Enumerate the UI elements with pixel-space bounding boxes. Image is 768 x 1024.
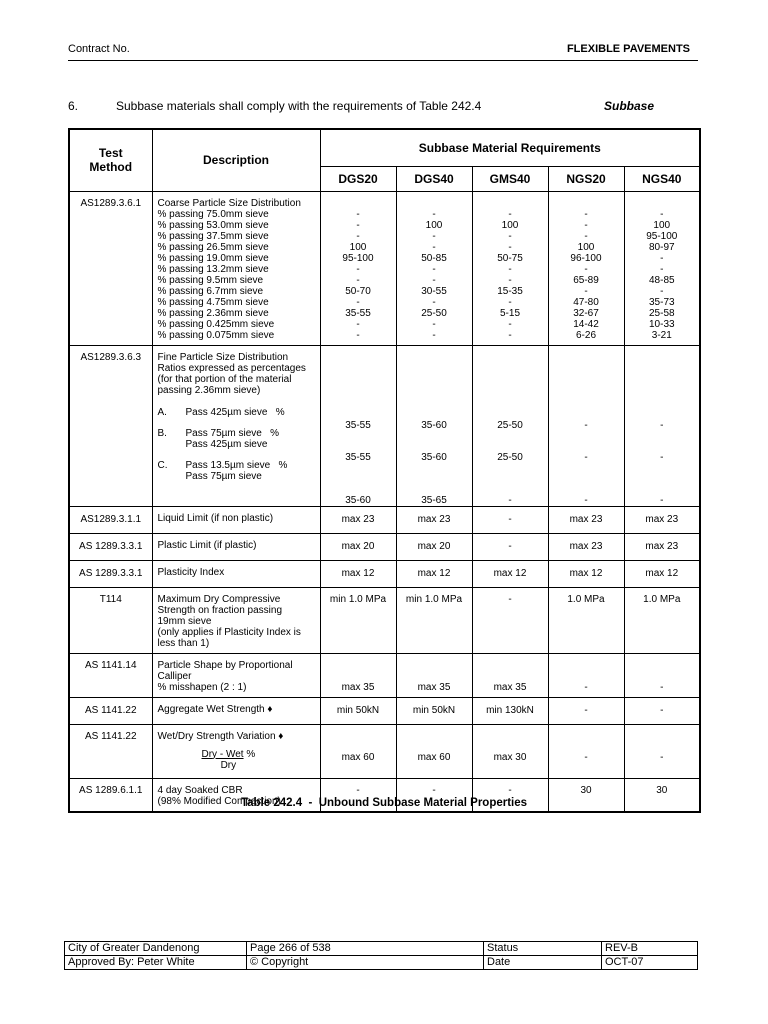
- grading-value: 95-100: [646, 230, 678, 242]
- ratio-value: -: [660, 494, 664, 506]
- table-row-plastic-limit: AS 1289.3.3.1 Plastic Limit (if plastic) max 20 max 20 - max 23 max 23: [69, 533, 700, 560]
- ratio-value: 35-65: [421, 494, 447, 506]
- grading-value: -: [356, 318, 360, 330]
- grading-value: -: [356, 208, 360, 220]
- grading-value: 47-80: [573, 296, 599, 308]
- fine-intro-3: (for that portion of the material: [157, 373, 292, 385]
- grading-value: 14-42: [573, 318, 599, 330]
- sieve-label: % passing 37.5mm sieve: [157, 230, 269, 242]
- table-row-strength-variation: AS 1141.22 Wet/Dry Strength Variation ♦ Dry - Wet % Dry max 60 max 60 max 30 - -: [69, 724, 700, 778]
- col-group-requirements: Subbase Material Requirements: [320, 129, 700, 166]
- grading-value: 95-100: [342, 252, 374, 264]
- paragraph-number: 6.: [68, 99, 79, 113]
- grading-value: -: [660, 252, 664, 264]
- footer-approved-by: Approved By: Peter White: [65, 956, 247, 970]
- table-row-coarse: [69, 191, 700, 345]
- sieve-label: % passing 26.5mm sieve: [157, 241, 269, 253]
- coarse-description: [152, 191, 320, 345]
- grading-value: -: [584, 219, 588, 231]
- coarse-title: Coarse Particle Size Distribution: [157, 197, 301, 209]
- table-row-particle-shape: AS 1141.14 Particle Shape by Proportional Calliper % misshapen (2 : 1) max 35 max 35 max 35 - -: [69, 653, 700, 697]
- grading-value: -: [432, 208, 436, 220]
- table-row-compressive-strength: T114 Maximum Dry Compressive Strength on fraction passing 19mm sieve (only applies if Plasticity Index is less than 1) min 1.0 MPa min 1.0 MPa - 1.0 MPa 1.0 MPa: [69, 587, 700, 653]
- table-row-plasticity-index: AS 1289.3.3.1 Plasticity Index max 12 max 12 max 12 max 12 max 12: [69, 560, 700, 587]
- document-footer: [64, 941, 698, 970]
- section-title: FLEXIBLE PAVEMENTS: [566, 43, 690, 55]
- grading-value: -: [432, 274, 436, 286]
- ratio-value: 25-50: [497, 451, 523, 463]
- grading-value: 32-67: [573, 307, 599, 319]
- grading-value: -: [356, 230, 360, 242]
- coarse-values-dgs20: [320, 191, 396, 345]
- sieve-label: % passing 6.7mm sieve: [157, 285, 264, 297]
- grading-value: 80-97: [648, 241, 675, 253]
- grading-value: -: [508, 241, 512, 253]
- grading-value: 30-55: [421, 285, 447, 297]
- col-gms40: GMS40: [472, 166, 548, 191]
- sieve-label: % passing 9.5mm sieve: [157, 274, 264, 286]
- fine-intro-2: Ratios expressed as percentages: [157, 362, 306, 374]
- test-method: AS1289.3.6.1: [69, 191, 152, 345]
- grading-value: -: [584, 285, 588, 297]
- table-row-liquid-limit: AS1289.3.1.1 Liquid Limit (if non plastic) max 23 max 23 - max 23 max 23: [69, 506, 700, 533]
- col-description: Description: [152, 129, 320, 191]
- table-row-fine: [69, 345, 700, 506]
- ratio-value: -: [660, 451, 664, 463]
- grading-value: -: [660, 285, 664, 297]
- grading-value: -: [508, 318, 512, 330]
- ratio-value: 35-60: [345, 494, 371, 506]
- grading-value: -: [356, 274, 360, 286]
- grading-value: 50-85: [421, 252, 447, 264]
- grading-value: 100: [349, 241, 367, 253]
- coarse-values-gms40: [472, 191, 548, 345]
- col-dgs20: DGS20: [320, 166, 396, 191]
- fine-values-ngs40: [624, 345, 700, 506]
- sieve-label: % passing 75.0mm sieve: [157, 208, 269, 220]
- fine-item-a: A. Pass 425µm sieve %: [157, 406, 285, 418]
- fine-intro-1: Fine Particle Size Distribution: [157, 351, 289, 363]
- grading-value: -: [584, 230, 588, 242]
- grading-value: 3-21: [651, 329, 672, 341]
- table-row-wet-strength: AS 1141.22 Aggregate Wet Strength ♦ min 50kN min 50kN min 130kN - -: [69, 697, 700, 724]
- footer-status-value: REV-B: [602, 942, 698, 956]
- ratio-value: 35-55: [345, 451, 371, 463]
- sieve-list: [158, 209, 316, 341]
- grading-value: -: [508, 230, 512, 242]
- sieve-label: % passing 13.2mm sieve: [157, 263, 269, 275]
- table-caption: Table 242.4 - Unbound Subbase Material Properties: [240, 797, 528, 809]
- col-test-method: Test Method: [69, 129, 152, 191]
- grading-value: -: [356, 296, 360, 308]
- coarse-values-ngs20: [548, 191, 624, 345]
- header-rule: [68, 60, 698, 61]
- grading-value: 50-70: [345, 285, 371, 297]
- table-row-cbr: AS 1289.6.1.1 4 day Soaked CBR (98% Modified Compaction) - - - 30 30: [69, 778, 700, 812]
- footer-page: Page 266 of 538: [247, 942, 484, 956]
- grading-value: -: [432, 296, 436, 308]
- grading-value: -: [584, 208, 588, 220]
- ratio-value: -: [584, 451, 588, 463]
- grading-value: 10-33: [648, 318, 675, 330]
- ratio-value: 35-60: [421, 419, 447, 431]
- fine-values-gms40: [472, 345, 548, 506]
- grading-value: -: [508, 296, 512, 308]
- grading-value: 5-15: [499, 307, 520, 319]
- sieve-label: % passing 2.36mm sieve: [157, 307, 269, 319]
- fine-values-dgs40: [396, 345, 472, 506]
- grading-value: -: [508, 274, 512, 286]
- grading-value: 50-75: [497, 252, 523, 264]
- grading-value: -: [356, 329, 360, 341]
- grading-value: -: [660, 208, 664, 220]
- grading-value: -: [508, 329, 512, 341]
- footer-date-label: Date: [484, 956, 602, 970]
- test-method: AS1289.3.6.3: [69, 345, 152, 506]
- grading-value: 48-85: [648, 274, 675, 286]
- ratio-value: -: [584, 419, 588, 431]
- ratio-value: -: [660, 419, 664, 431]
- grading-value: 25-58: [648, 307, 675, 319]
- footer-organisation: City of Greater Dandenong: [65, 942, 247, 956]
- grading-value: 100: [577, 241, 595, 253]
- grading-value: 6-26: [575, 329, 596, 341]
- fine-description: [152, 345, 320, 506]
- fine-values-ngs20: [548, 345, 624, 506]
- footer-status-label: Status: [484, 942, 602, 956]
- coarse-values-dgs40: [396, 191, 472, 345]
- subbase-requirements-table: [68, 128, 701, 813]
- ratio-value: 35-55: [345, 419, 371, 431]
- sieve-label: % passing 19.0mm sieve: [157, 252, 269, 264]
- grading-value: -: [508, 263, 512, 275]
- fine-item-b: B. Pass 75µm sieve % Pass 425µm sieve: [157, 427, 280, 450]
- grading-value: -: [432, 263, 436, 275]
- col-ngs40: NGS40: [624, 166, 700, 191]
- grading-value: -: [508, 208, 512, 220]
- ratio-value: -: [584, 494, 588, 506]
- grading-value: 35-73: [648, 296, 675, 308]
- grading-value: 100: [501, 219, 519, 231]
- paragraph-text: Subbase materials shall comply with the requirements of Table 242.4: [116, 99, 482, 113]
- contract-no-label: Contract No.: [68, 43, 130, 55]
- grading-value: -: [584, 263, 588, 275]
- grading-value: -: [432, 241, 436, 253]
- grading-value: 15-35: [497, 285, 523, 297]
- sieve-label: % passing 53.0mm sieve: [157, 219, 269, 231]
- footer-date-value: OCT-07: [602, 956, 698, 970]
- side-heading: Subbase: [604, 99, 655, 113]
- grading-value: -: [660, 263, 664, 275]
- sieve-label: % passing 0.075mm sieve: [157, 329, 275, 341]
- grading-value: -: [432, 318, 436, 330]
- ratio-value: -: [508, 494, 512, 506]
- col-ngs20: NGS20: [548, 166, 624, 191]
- col-dgs40: DGS40: [396, 166, 472, 191]
- fine-item-c: C. Pass 13.5µm sieve % Pass 75µm sieve: [157, 459, 288, 482]
- grading-value: 100: [425, 219, 443, 231]
- strength-variation-formula: Dry - Wet % Dry: [201, 748, 256, 771]
- grading-value: -: [356, 219, 360, 231]
- grading-value: -: [356, 263, 360, 275]
- ratio-value: 35-60: [421, 451, 447, 463]
- grading-value: 35-55: [345, 307, 371, 319]
- footer-copyright: © Copyright: [247, 956, 484, 970]
- ratio-value: 25-50: [497, 419, 523, 431]
- sieve-label: % passing 4.75mm sieve: [157, 296, 269, 308]
- grading-value: 100: [653, 219, 671, 231]
- sieve-label: % passing 0.425mm sieve: [157, 318, 275, 330]
- grading-value: -: [432, 329, 436, 341]
- grading-value: -: [432, 230, 436, 242]
- fine-values-dgs20: [320, 345, 396, 506]
- coarse-values-ngs40: [624, 191, 700, 345]
- fine-intro-4: passing 2.36mm sieve): [157, 384, 261, 396]
- grading-value: 65-89: [573, 274, 599, 286]
- grading-value: 96-100: [570, 252, 602, 264]
- grading-value: 25-50: [421, 307, 447, 319]
